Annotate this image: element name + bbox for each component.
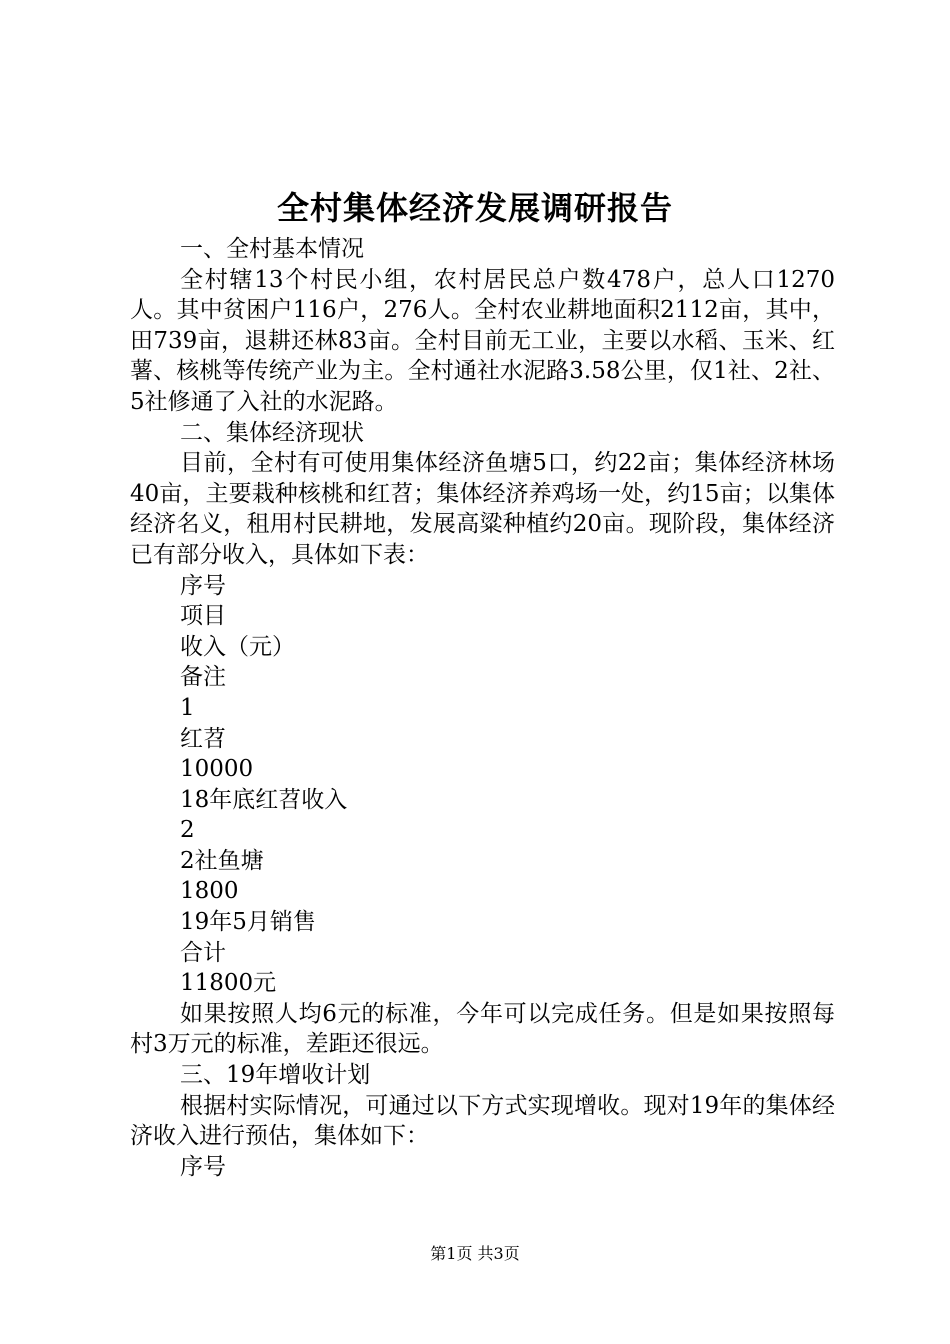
document-title: 全村集体经济发展调研报告 [276, 189, 673, 227]
paragraph-assessment: 如果按照人均6元的标准，今年可以完成任务。但是如果按照每村3万元的标准，差距还很远。 [130, 1000, 835, 1058]
paragraph-basic-info: 全村辖13个村民小组，农村居民总户数478户，总人口1270人。其中贫困户116户，276人。全村农业耕地面积2112亩，其中，田739亩，退耕还林83亩。全村目前无工业，主要以水稻、玉米、红薯、核桃等传统产业为主。全村通社水泥路3.58公里，仅1社、2社、5社修通了入社的水泥路。 [130, 266, 835, 415]
section-heading-basic-info: 一、全村基本情况 [180, 236, 364, 262]
table-cell: 1 [180, 694, 195, 721]
table-header-note: 备注 [180, 664, 226, 691]
paragraph-current-status: 目前，全村有可使用集体经济鱼塘5口，约22亩；集体经济林场40亩，主要栽种核桃和红苕；集体经济养鸡场一处，约15亩；以集体经济名义，租用村民耕地，发展高粱种植约20亩。现阶段，集体经济已有部分收入，具体如下表： [130, 450, 835, 568]
table-header-item: 项目 [180, 603, 226, 630]
table-cell: 19年5月销售 [180, 909, 316, 936]
table-total-label: 合计 [180, 939, 226, 966]
page-footer: 第1页 共3页 [430, 1244, 520, 1263]
table-cell: 2社鱼塘 [180, 847, 264, 874]
table-header-index: 序号 [180, 572, 226, 599]
section-heading-current-status: 二、集体经济现状 [180, 419, 364, 446]
table-header-income: 收入（元） [180, 633, 295, 660]
document-body [130, 234, 835, 1182]
table-cell: 10000 [180, 756, 254, 783]
table-cell: 18年底红苕收入 [180, 786, 348, 813]
table-header-index: 序号 [180, 1153, 226, 1180]
paragraph-plan: 根据村实际情况，可通过以下方式实现增收。现对19年的集体经济收入进行预估，集体如下： [130, 1092, 835, 1150]
section-heading-plan: 三、19年增收计划 [180, 1062, 371, 1089]
table-cell: 红苕 [180, 725, 226, 752]
table-cell: 2 [180, 817, 195, 844]
table-total-value: 11800元 [180, 970, 277, 997]
table-cell: 1800 [180, 878, 239, 905]
